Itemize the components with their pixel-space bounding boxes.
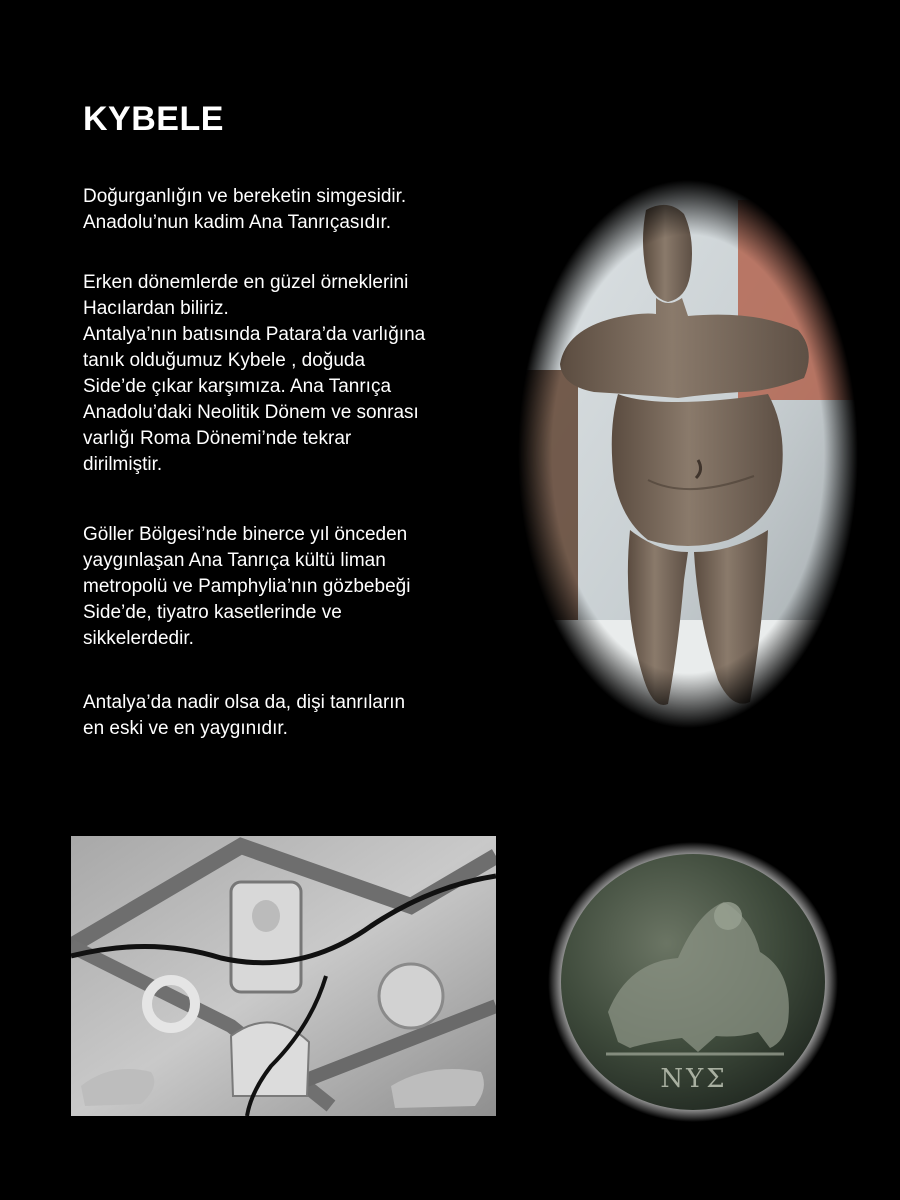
paragraph-2 <box>83 270 483 478</box>
paragraph-line: Side’de çıkar karşımıza. Ana Tanrıça <box>83 376 392 397</box>
paragraph-line: varlığı Roma Dönemi’nde tekrar <box>83 428 352 449</box>
paragraph-line: sikkelerdedir. <box>83 628 194 649</box>
paragraph-line: Anadolu’daki Neolitik Dönem ve sonrası <box>83 402 419 423</box>
paragraph-line: Erken dönemlerde en güzel örneklerini <box>83 272 409 293</box>
paragraph-line: metropolü ve Pamphylia’nın gözbebeği <box>83 576 411 597</box>
relief-illustration <box>71 836 496 1116</box>
coin-photo <box>548 842 838 1122</box>
paragraph-line: Hacılardan biliriz. <box>83 298 229 319</box>
paragraph-line: Doğurganlığın ve bereketin simgesidir. <box>83 186 407 207</box>
paragraph-line: Antalya’nın batısında Patara’da varlığına <box>83 324 426 345</box>
paragraph-line: yaygınlaşan Ana Tanrıça kültü liman <box>83 550 386 571</box>
paragraph-line: Göller Bölgesi’nde binerce yıl önceden <box>83 524 408 545</box>
paragraph-line: Antalya’da nadir olsa da, dişi tanrıların <box>83 692 406 713</box>
paragraph-line: tanık olduğumuz Kybele , doğuda <box>83 350 366 371</box>
kybele-figurine-photo <box>518 180 858 728</box>
paragraph-line: Side’de, tiyatro kasetlerinde ve <box>83 602 342 623</box>
page-title: KYBELE <box>83 100 224 138</box>
paragraph-1 <box>83 184 483 236</box>
coin-inscription: NYΣ <box>660 1064 728 1094</box>
paragraph-line: dirilmiştir. <box>83 454 163 475</box>
paragraph-3 <box>83 522 483 652</box>
paragraph-line: en eski ve en yaygınıdır. <box>83 718 288 739</box>
figurine-illustration <box>518 180 858 728</box>
paragraph-line: Anadolu’nun kadim Ana Tanrıçasıdır. <box>83 212 392 233</box>
theatre-relief-photo <box>71 836 496 1116</box>
paragraph-4 <box>83 690 483 742</box>
